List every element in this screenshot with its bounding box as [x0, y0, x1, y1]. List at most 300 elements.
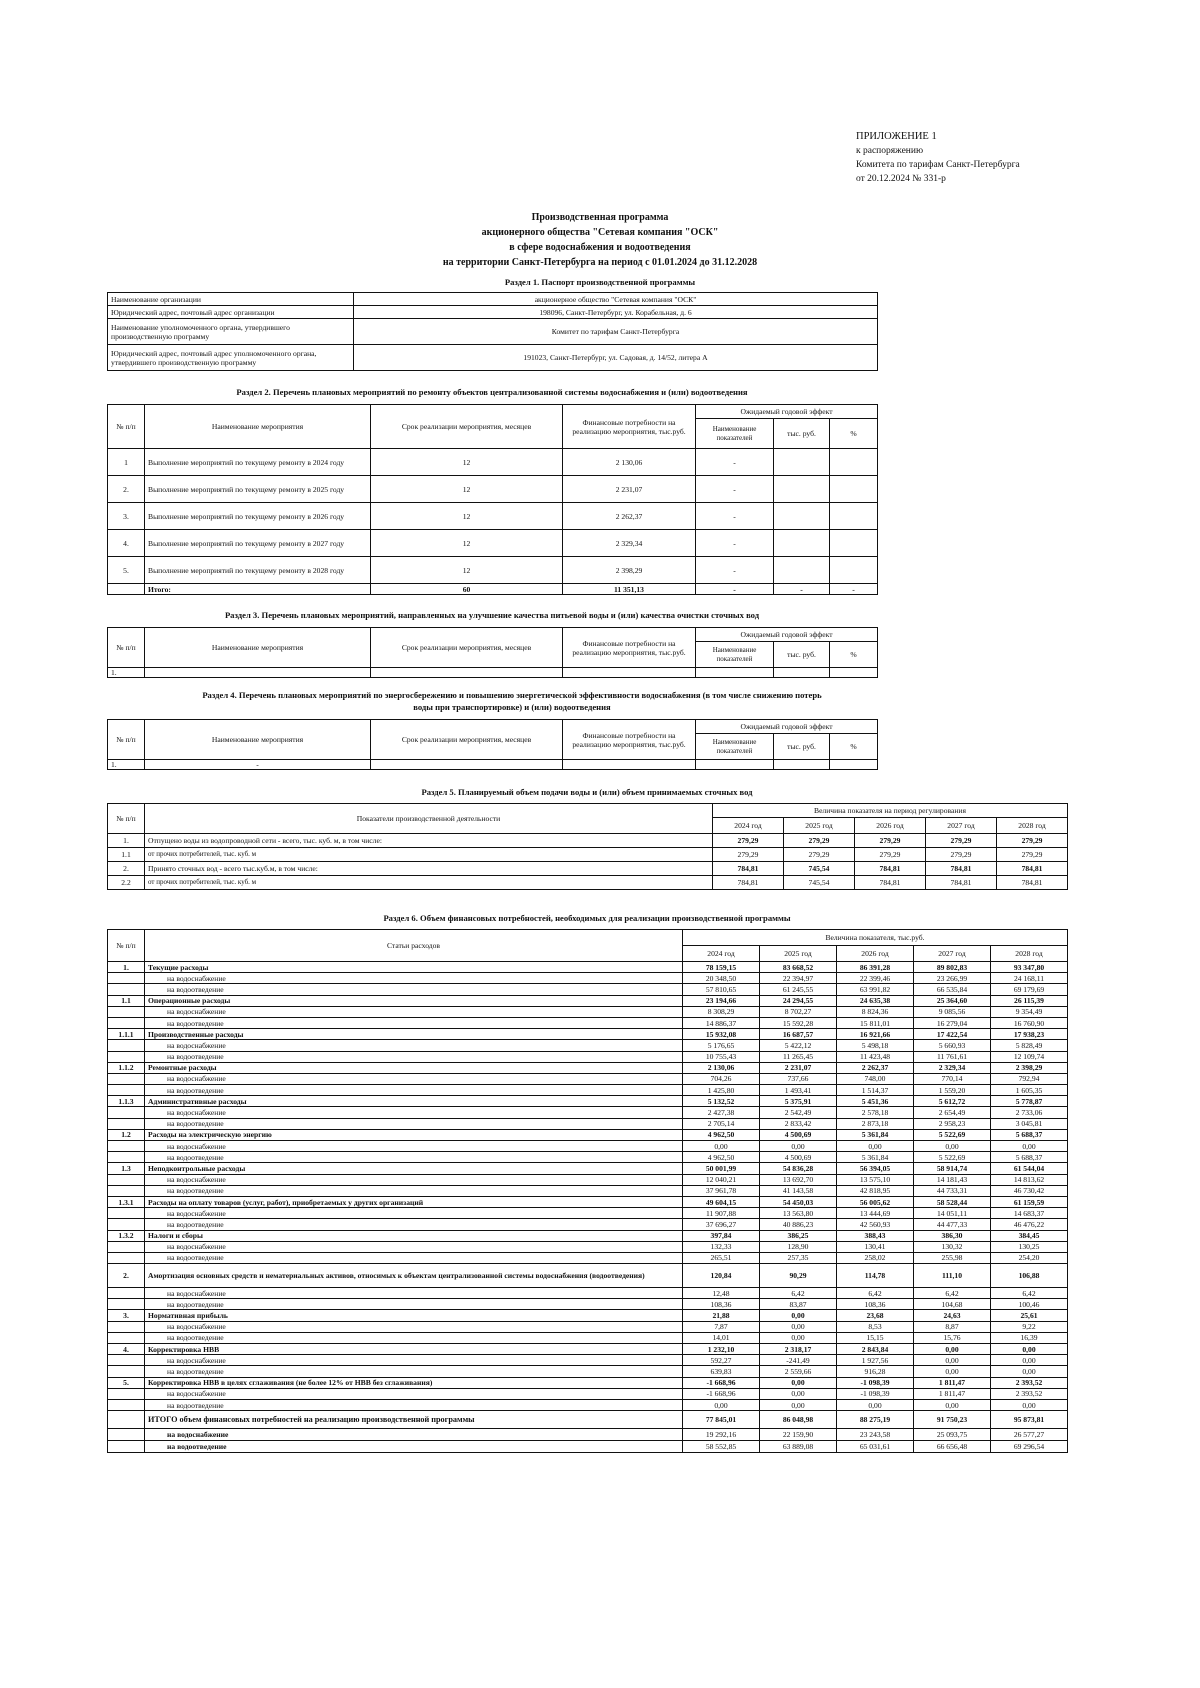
- row-value: 58 914,74: [914, 1163, 991, 1174]
- row-num: [108, 1208, 145, 1219]
- row-value: 2 393,52: [991, 1377, 1068, 1388]
- row-name: [145, 668, 371, 678]
- row-value: 8 308,29: [683, 1006, 760, 1017]
- s1-label: Наименование уполномоченного органа, утвердившего производственную программу: [108, 319, 354, 345]
- row-value: 0,00: [914, 1141, 991, 1152]
- s4-finance-header: Финансовые потребности на реализацию мероприятия, тыс.руб.: [563, 720, 696, 760]
- row-term: [371, 760, 563, 770]
- row-name: Выполнение мероприятий по текущему ремонту в 2027 году: [145, 530, 371, 557]
- s1-value: акционерное общество "Сетевая компания "ОСК": [354, 293, 878, 306]
- row-item-name: Операционные расходы: [145, 995, 683, 1006]
- row-value: 130,25: [991, 1241, 1068, 1252]
- row-indicator: -: [696, 503, 774, 530]
- row-value: 42 560,93: [837, 1219, 914, 1230]
- s3-rub-header: тыс. руб.: [774, 642, 830, 668]
- table-row: [108, 848, 1068, 862]
- row-value: 704,26: [683, 1073, 760, 1084]
- row-num: 2.: [108, 862, 145, 876]
- total-water-value: 26 577,27: [991, 1429, 1068, 1441]
- table-row: [108, 973, 1068, 984]
- row-value: 0,00: [760, 1321, 837, 1332]
- row-value: 0,00: [991, 1344, 1068, 1355]
- row-indicator: -: [696, 530, 774, 557]
- row-value: 0,00: [760, 1377, 837, 1388]
- row-value: 63 991,82: [837, 984, 914, 995]
- s6-year-header: 2027 год: [914, 946, 991, 962]
- row-value: 784,81: [713, 876, 784, 890]
- row-value: 50 001,99: [683, 1163, 760, 1174]
- row-value: 2 705,14: [683, 1118, 760, 1129]
- section6-table: [107, 929, 1068, 1453]
- table-row: [108, 530, 878, 557]
- row-value: 5 612,72: [914, 1096, 991, 1107]
- row-num: 1.: [108, 834, 145, 848]
- row-value: 5 778,87: [991, 1096, 1068, 1107]
- row-value: 279,29: [997, 848, 1068, 862]
- s5-year-header: 2024 год: [713, 818, 784, 834]
- row-pct: [830, 557, 878, 584]
- row-value: 26 115,39: [991, 995, 1068, 1006]
- row-value: 2 542,49: [760, 1107, 837, 1118]
- row-value: 89 802,83: [914, 962, 991, 973]
- row-rub: [774, 476, 830, 503]
- section5-body: [108, 834, 1068, 890]
- row-value: 279,29: [926, 834, 997, 848]
- row-num: 1.1: [108, 848, 145, 862]
- row-value: 0,00: [914, 1399, 991, 1410]
- row-value: 25 364,60: [914, 995, 991, 1006]
- row-value: 114,78: [837, 1264, 914, 1288]
- row-value: 279,29: [855, 834, 926, 848]
- row-num: 1.3.2: [108, 1230, 145, 1241]
- row-pct: [830, 668, 878, 678]
- row-item-name: на водоснабжение: [145, 1208, 683, 1219]
- appendix-line-4: от 20.12.2024 № 331-р: [856, 174, 946, 184]
- s2-effect-header: Ожидаемый годовой эффект: [696, 405, 878, 419]
- table-row: [108, 1085, 1068, 1096]
- s2-indicators-header: Наименование показателей: [696, 419, 774, 449]
- row-item-name: на водоотведение: [145, 1299, 683, 1310]
- row-item-name: на водоснабжение: [145, 973, 683, 984]
- total-water-row: [108, 1429, 1068, 1441]
- row-value: 2 559,66: [760, 1366, 837, 1377]
- table-row: [108, 760, 878, 770]
- row-item-name: Расходы на электрическую энергию: [145, 1129, 683, 1140]
- table-row: [108, 1163, 1068, 1174]
- s5-indicator-header: Показатели производственной деятельности: [145, 804, 713, 834]
- total-label: ИТОГО объем финансовых потребностей на реализацию производственной программы: [145, 1411, 683, 1429]
- s6-year-header: 2025 год: [760, 946, 837, 962]
- section6-totals: [108, 1411, 1068, 1453]
- row-value: 784,81: [926, 862, 997, 876]
- table-row: [108, 995, 1068, 1006]
- row-value: 2 843,84: [837, 1344, 914, 1355]
- table-row: [108, 1241, 1068, 1252]
- row-value: 49 604,15: [683, 1196, 760, 1207]
- row-value: 397,84: [683, 1230, 760, 1241]
- s2-pct-header: %: [830, 419, 878, 449]
- row-num: [108, 1411, 145, 1429]
- s1-value: 198096, Санкт-Петербург, ул. Корабельная, д. 6: [354, 306, 878, 319]
- row-value: 54 450,03: [760, 1196, 837, 1207]
- s4-rub-header: тыс. руб.: [774, 734, 830, 760]
- row-value: 14 181,43: [914, 1174, 991, 1185]
- s5-year-header: 2026 год: [855, 818, 926, 834]
- s1-value: Комитет по тарифам Санкт-Петербурга: [354, 319, 878, 345]
- row-item-name: на водоснабжение: [145, 1073, 683, 1084]
- row-value: 2 427,38: [683, 1107, 760, 1118]
- s2-finance-header: Финансовые потребности на реализацию мероприятия, тыс.руб.: [563, 405, 696, 449]
- row-value: 14 813,62: [991, 1174, 1068, 1185]
- total-water-label: на водоснабжение: [145, 1429, 683, 1441]
- row-value: 254,20: [991, 1252, 1068, 1263]
- row-value: 132,33: [683, 1241, 760, 1252]
- row-item-name: на водоснабжение: [145, 1174, 683, 1185]
- row-rub: [774, 503, 830, 530]
- row-value: 0,00: [914, 1344, 991, 1355]
- row-value: 7,87: [683, 1321, 760, 1332]
- row-term: 12: [371, 449, 563, 476]
- row-value: 11 907,88: [683, 1208, 760, 1219]
- row-item-name: на водоснабжение: [145, 1006, 683, 1017]
- row-term: 12: [371, 503, 563, 530]
- row-value: 1 605,35: [991, 1085, 1068, 1096]
- table-row: [108, 449, 878, 476]
- row-value: 279,29: [855, 848, 926, 862]
- row-item-name: на водоснабжение: [145, 1141, 683, 1152]
- row-item-name: на водоснабжение: [145, 1321, 683, 1332]
- total-water-value: 19 292,16: [683, 1429, 760, 1441]
- table-row: [108, 557, 878, 584]
- row-num: 1.3: [108, 1163, 145, 1174]
- row-value: 279,29: [926, 848, 997, 862]
- table-row: [108, 1399, 1068, 1410]
- table-row: [108, 1129, 1068, 1140]
- row-value: 2 958,23: [914, 1118, 991, 1129]
- row-num: 1.2: [108, 1129, 145, 1140]
- row-num: [108, 1355, 145, 1366]
- row-value: 1 927,56: [837, 1355, 914, 1366]
- s4-effect-header: Ожидаемый годовой эффект: [696, 720, 878, 734]
- row-value: 2 393,52: [991, 1388, 1068, 1399]
- row-finance: 2 262,37: [563, 503, 696, 530]
- row-finance: 2 398,29: [563, 557, 696, 584]
- row-value: 5 498,18: [837, 1040, 914, 1051]
- row-item-name: на водоотведение: [145, 984, 683, 995]
- row-value: 784,81: [713, 862, 784, 876]
- total-value: 77 845,01: [683, 1411, 760, 1429]
- row-value: 0,00: [760, 1310, 837, 1321]
- row-value: 93 347,80: [991, 962, 1068, 973]
- row-value: 25,61: [991, 1310, 1068, 1321]
- row-item-name: на водоотведение: [145, 1118, 683, 1129]
- row-finance: [563, 760, 696, 770]
- row-value: 14,01: [683, 1332, 760, 1343]
- table-row: [108, 1040, 1068, 1051]
- row-name: Выполнение мероприятий по текущему ремонту в 2028 году: [145, 557, 371, 584]
- s3-indicators-header: Наименование показателей: [696, 642, 774, 668]
- row-value: 0,00: [760, 1141, 837, 1152]
- row-value: 2 318,17: [760, 1344, 837, 1355]
- total-label: Итого:: [145, 584, 371, 595]
- s2-rub-header: тыс. руб.: [774, 419, 830, 449]
- row-num: 3.: [108, 1310, 145, 1321]
- row-indicator: -: [696, 449, 774, 476]
- s6-num-header: № п/п: [108, 930, 145, 962]
- row-num: [108, 1366, 145, 1377]
- table-row: [108, 1029, 1068, 1040]
- row-num: [108, 1288, 145, 1299]
- row-value: -1 098,39: [837, 1377, 914, 1388]
- row-value: 2 398,29: [991, 1062, 1068, 1073]
- row-value: 13 444,69: [837, 1208, 914, 1219]
- row-item-name: на водоотведение: [145, 1152, 683, 1163]
- row-value: 57 810,65: [683, 984, 760, 995]
- row-num: [108, 1174, 145, 1185]
- row-item-name: на водоотведение: [145, 1185, 683, 1196]
- row-value: 1 811,47: [914, 1377, 991, 1388]
- row-value: 0,00: [683, 1399, 760, 1410]
- s3-name-header: Наименование мероприятия: [145, 628, 371, 668]
- row-value: 0,00: [760, 1399, 837, 1410]
- row-value: 16 760,90: [991, 1017, 1068, 1028]
- row-value: 16 687,57: [760, 1029, 837, 1040]
- row-value: -241,49: [760, 1355, 837, 1366]
- row-num: 1.: [108, 962, 145, 973]
- table-total-row: [108, 584, 878, 595]
- section3-title: Раздел 3. Перечень плановых мероприятий, направленных на улучшение качества питьевой воды и (или) качества очистки сточных вод: [224, 610, 760, 620]
- row-term: 12: [371, 476, 563, 503]
- s3-pct-header: %: [830, 642, 878, 668]
- section4-title: [107, 689, 917, 713]
- row-item-name: Расходы на оплату товаров (услуг, работ), приобретаемых у других организаций: [145, 1196, 683, 1207]
- row-value: 770,14: [914, 1073, 991, 1084]
- row-num: 2.: [108, 476, 145, 503]
- row-value: 9 354,49: [991, 1006, 1068, 1017]
- row-rub: [774, 530, 830, 557]
- row-value: 639,83: [683, 1366, 760, 1377]
- row-value: 56 005,62: [837, 1196, 914, 1207]
- table-row: [108, 876, 1068, 890]
- appendix-number: ПРИЛОЖЕНИЕ 1: [856, 131, 937, 142]
- table-row: [108, 1017, 1068, 1028]
- s1-label: Юридический адрес, почтовый адрес организации: [108, 306, 354, 319]
- row-num: [108, 1321, 145, 1332]
- row-value: 6,42: [837, 1288, 914, 1299]
- s4-term-header: Срок реализации мероприятия, месяцев: [371, 720, 563, 760]
- title-line-3: в сфере водоснабжения и водоотведения: [509, 242, 691, 253]
- s4-num-header: № п/п: [108, 720, 145, 760]
- row-value: 8 824,36: [837, 1006, 914, 1017]
- s1-value: 191023, Санкт-Петербург, ул. Садовая, д. 14/52, литера А: [354, 345, 878, 371]
- row-value: 37 696,27: [683, 1219, 760, 1230]
- row-num: [108, 584, 145, 595]
- row-item-name: Ремонтные расходы: [145, 1062, 683, 1073]
- table-row: [108, 984, 1068, 995]
- row-num: [108, 984, 145, 995]
- row-value: 1 514,37: [837, 1085, 914, 1096]
- section6-title: Раздел 6. Объем финансовых потребностей, необходимых для реализации производственной программы: [383, 913, 791, 923]
- row-value: 737,66: [760, 1073, 837, 1084]
- row-value: 1 811,47: [914, 1388, 991, 1399]
- row-value: 24 168,11: [991, 973, 1068, 984]
- row-num: [108, 1241, 145, 1252]
- row-value: 5 375,91: [760, 1096, 837, 1107]
- total-sewer-value: 58 552,85: [683, 1441, 760, 1453]
- row-value: 386,30: [914, 1230, 991, 1241]
- title-line-4: на территории Санкт-Петербурга на период с 01.01.2024 до 31.12.2028: [442, 257, 758, 268]
- total-sewer-value: 66 656,48: [914, 1441, 991, 1453]
- total-water-value: 22 159,90: [760, 1429, 837, 1441]
- row-value: 5 660,93: [914, 1040, 991, 1051]
- table-row: [108, 1107, 1068, 1118]
- row-rub: [774, 668, 830, 678]
- row-num: [108, 1141, 145, 1152]
- row-value: 130,32: [914, 1241, 991, 1252]
- row-value: 12,48: [683, 1288, 760, 1299]
- row-value: 1 232,10: [683, 1344, 760, 1355]
- row-value: 6,42: [991, 1288, 1068, 1299]
- row-value: 15 592,28: [760, 1017, 837, 1028]
- table-row: [108, 1174, 1068, 1185]
- s3-effect-header: Ожидаемый годовой эффект: [696, 628, 878, 642]
- section6-body: [108, 962, 1068, 1411]
- row-name: -: [145, 760, 371, 770]
- row-num: 2.: [108, 1264, 145, 1288]
- row-value: 15,15: [837, 1332, 914, 1343]
- row-item-name: на водоотведение: [145, 1017, 683, 1028]
- table-row: [108, 668, 878, 678]
- row-value: 9 085,56: [914, 1006, 991, 1017]
- row-value: 66 535,84: [914, 984, 991, 995]
- row-indicator: -: [696, 476, 774, 503]
- row-value: 90,29: [760, 1264, 837, 1288]
- row-value: 279,29: [997, 834, 1068, 848]
- document-title: [300, 210, 900, 270]
- row-value: 2 733,06: [991, 1107, 1068, 1118]
- row-indicator: [696, 760, 774, 770]
- row-value: 745,54: [784, 876, 855, 890]
- row-item-name: Корректировка НВВ: [145, 1344, 683, 1355]
- total-term: 60: [371, 584, 563, 595]
- row-value: 23 194,66: [683, 995, 760, 1006]
- s4-name-header: Наименование мероприятия: [145, 720, 371, 760]
- row-finance: 2 130,06: [563, 449, 696, 476]
- total-value: 91 750,23: [914, 1411, 991, 1429]
- section5-title: Раздел 5. Планируемый объем подачи воды и (или) объем принимаемых сточных вод: [421, 787, 753, 797]
- row-value: 5 522,69: [914, 1129, 991, 1140]
- row-num: [108, 1085, 145, 1096]
- row-item-name: на водоотведение: [145, 1366, 683, 1377]
- row-value: 42 818,95: [837, 1185, 914, 1196]
- row-value: 61 159,59: [991, 1196, 1068, 1207]
- row-value: 0,00: [991, 1399, 1068, 1410]
- row-value: 13 692,70: [760, 1174, 837, 1185]
- total-water-value: 25 093,75: [914, 1429, 991, 1441]
- row-value: 386,25: [760, 1230, 837, 1241]
- row-value: 6,42: [760, 1288, 837, 1299]
- row-value: 592,27: [683, 1355, 760, 1366]
- row-item-name: на водоотведение: [145, 1085, 683, 1096]
- row-rub: [774, 449, 830, 476]
- appendix-line-2: к распоряжению: [856, 146, 924, 156]
- row-finance: 2 329,34: [563, 530, 696, 557]
- row-rub: [774, 760, 830, 770]
- row-value: 258,02: [837, 1252, 914, 1263]
- row-num: [108, 1118, 145, 1129]
- row-value: 100,46: [991, 1299, 1068, 1310]
- total-value: 95 873,81: [991, 1411, 1068, 1429]
- row-value: 4 500,69: [760, 1129, 837, 1140]
- table-row: [108, 834, 1068, 848]
- table-row: [108, 1051, 1068, 1062]
- table-row: [108, 1388, 1068, 1399]
- table-row: [108, 1230, 1068, 1241]
- row-value: 17 422,54: [914, 1029, 991, 1040]
- row-value: 108,36: [837, 1299, 914, 1310]
- row-value: 21,88: [683, 1310, 760, 1321]
- row-name: Выполнение мероприятий по текущему ремонту в 2024 году: [145, 449, 371, 476]
- total-sewer-value: 63 889,08: [760, 1441, 837, 1453]
- table-row: [108, 1344, 1068, 1355]
- row-item-name: на водоотведение: [145, 1051, 683, 1062]
- row-num: 5.: [108, 1377, 145, 1388]
- row-term: 12: [371, 557, 563, 584]
- row-value: 106,88: [991, 1264, 1068, 1288]
- row-value: 12 109,74: [991, 1051, 1068, 1062]
- row-item-name: на водоотведение: [145, 1399, 683, 1410]
- row-value: 0,00: [683, 1141, 760, 1152]
- row-value: 784,81: [997, 862, 1068, 876]
- s5-num-header: № п/п: [108, 804, 145, 834]
- row-value: 255,98: [914, 1252, 991, 1263]
- appendix-line-3: Комитета по тарифам Санкт-Петербурга: [856, 160, 1020, 170]
- s3-term-header: Срок реализации мероприятия, месяцев: [371, 628, 563, 668]
- s1-label: Юридический адрес, почтовый адрес уполномоченного органа, утвердившего производственную программу: [108, 345, 354, 371]
- row-pct: [830, 503, 878, 530]
- row-num: [108, 1152, 145, 1163]
- row-value: 14 051,11: [914, 1208, 991, 1219]
- row-item-name: на водоотведение: [145, 1219, 683, 1230]
- row-value: 384,45: [991, 1230, 1068, 1241]
- row-value: 16 921,66: [837, 1029, 914, 1040]
- row-item-name: Амортизация основных средств и нематериальных активов, относимых к объектам централизованной системы водоснабжения (водоотведения): [145, 1264, 683, 1288]
- section1-title: Раздел 1. Паспорт производственной программы: [504, 277, 696, 287]
- row-num: 5.: [108, 557, 145, 584]
- row-value: 58 528,44: [914, 1196, 991, 1207]
- total-row: [108, 1411, 1068, 1429]
- table-row: [108, 1208, 1068, 1219]
- row-item-name: на водоотведение: [145, 1332, 683, 1343]
- row-value: 5 522,69: [914, 1152, 991, 1163]
- row-num: 1.: [108, 760, 145, 770]
- row-value: 83 668,52: [760, 962, 837, 973]
- row-value: 14 683,37: [991, 1208, 1068, 1219]
- row-pct: [830, 530, 878, 557]
- row-value: 0,00: [837, 1399, 914, 1410]
- row-value: 784,81: [997, 876, 1068, 890]
- row-num: 3.: [108, 503, 145, 530]
- s6-year-header: 2026 год: [837, 946, 914, 962]
- row-value: 5 688,37: [991, 1129, 1068, 1140]
- row-item-name: Налоги и сборы: [145, 1230, 683, 1241]
- table-row: [108, 1062, 1068, 1073]
- table-row: [108, 1332, 1068, 1343]
- row-value: 14 886,37: [683, 1017, 760, 1028]
- row-value: 784,81: [855, 862, 926, 876]
- row-finance: [563, 668, 696, 678]
- row-value: 86 391,28: [837, 962, 914, 973]
